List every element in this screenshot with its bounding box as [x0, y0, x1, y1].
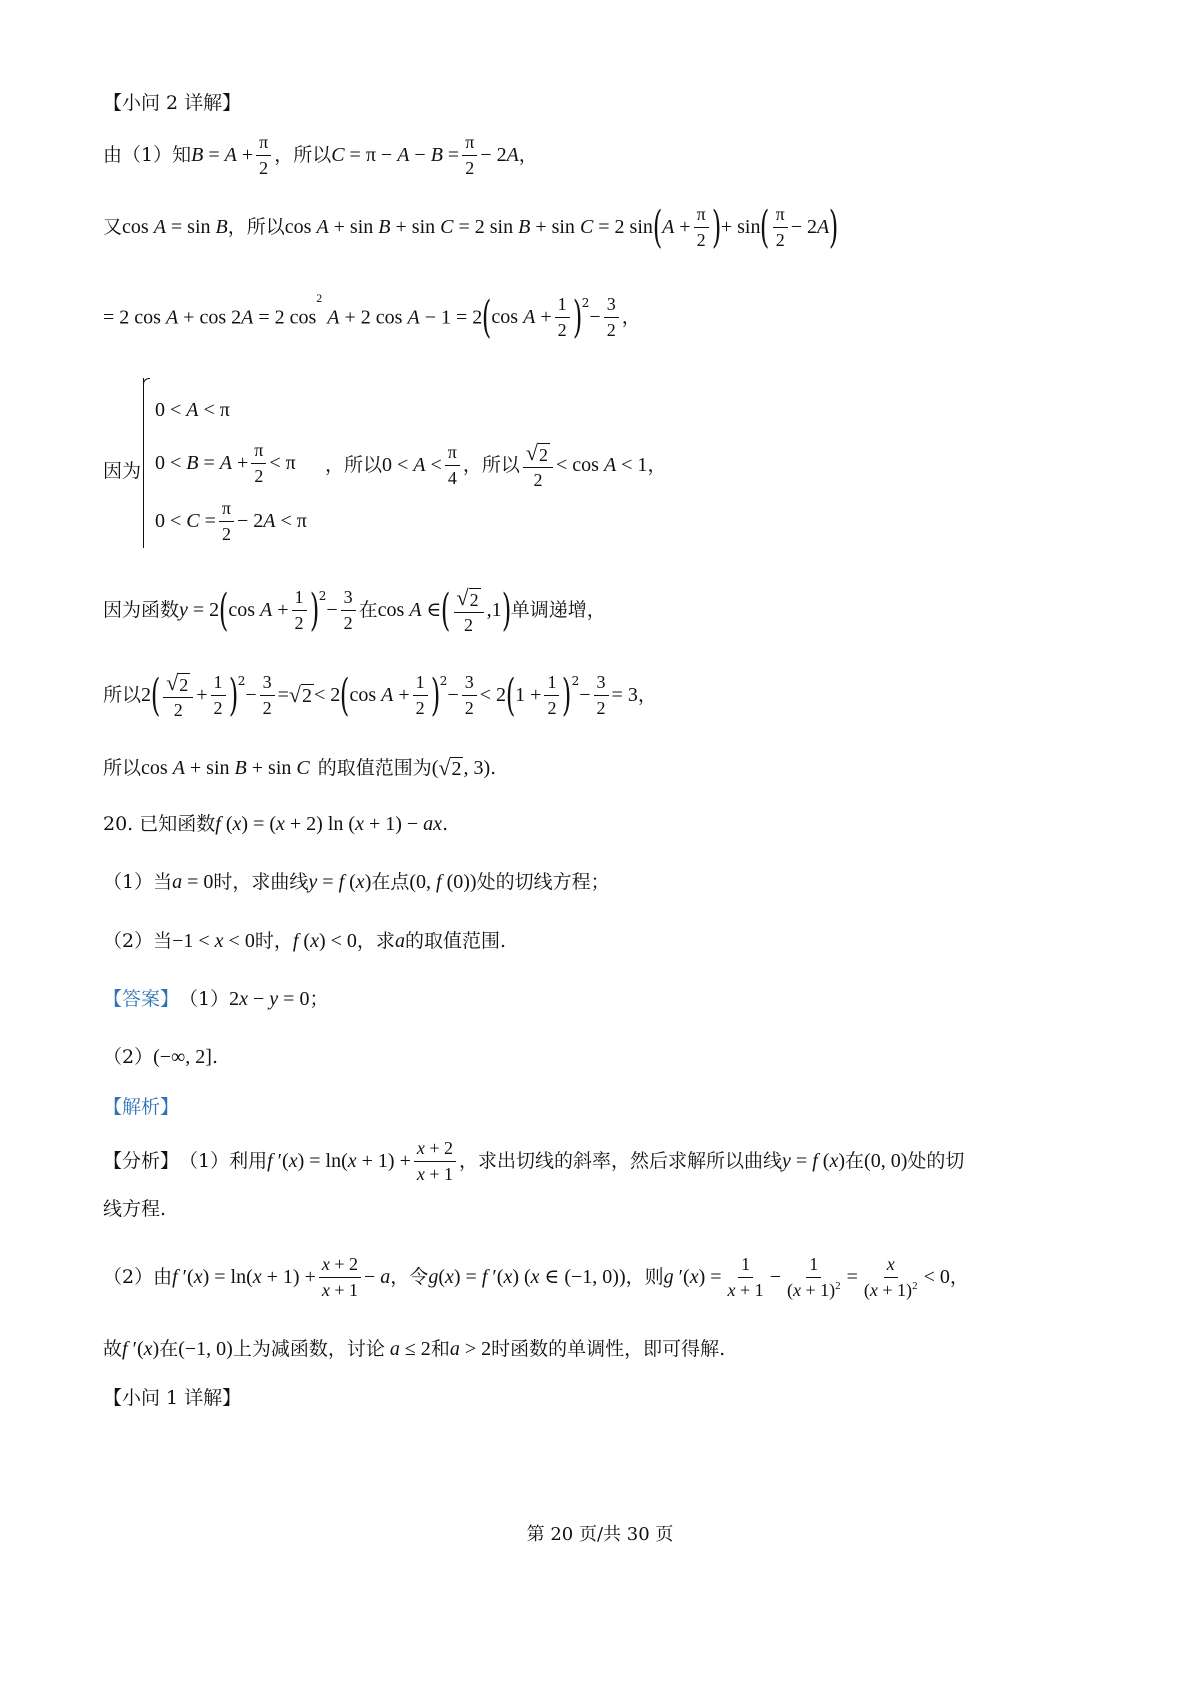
inequality-system: 因为 0 < A < π 0 < B = A + $\frac{\pi}{2}$ < π 0 < C = $\frac{\pi}{2}$ − 2A < π ，所以 0 < A < $\frac{\pi}{4}$ ，所以 √ 2 2 < cos A < 1 ， [103, 378, 803, 548]
solution-line-2: 又 cos A = sin B ，所以 cos A + sin B + sin C = 2 sin B + sin C = 2 sin ( A + $\frac{\pi}{2}$ ) + sin ( $\frac{\pi}{2}$ − 2A ) [103, 201, 839, 253]
solution-line-5: 因为函数 y = 2 ( cos A + $\frac{1}{2}$ ) 2 − $\frac{3}{2}$ 在 cos A ∈ ( √ 2 2 ,1 ) 单调递增， [103, 584, 606, 636]
analysis-line-1: 【分析】 （1）利用 f ′(x) = ln(x + 1) + $\frac{x + 2}{x + 1}$ ，求出切线的斜率，然后求解所以曲线 y = f (x) 在 (0, 0) 处的切 [103, 1138, 965, 1184]
system-conclusion: ，所以 0 < A < $\frac{\pi}{4}$ ，所以 √ 2 2 < cos A < 1 ， [325, 440, 667, 491]
problem-20-part-2: （2）当 −1 < x < 0 时， f (x) < 0 ，求 a 的取值范围. [103, 929, 506, 952]
system-row-2: 0 < B = A + $\frac{\pi}{2}$ < π [155, 440, 296, 486]
problem-20-stem: 20. 已知函数 f (x) = (x + 2) ln (x + 1) − ax . [103, 812, 449, 835]
analysis-line-2: 线方程. [103, 1198, 167, 1220]
answer-tag: 【答案】 [103, 987, 180, 1010]
section-q1-heading: 【小问 1 详解】 [103, 1387, 242, 1409]
problem-20-part-1: （1）当 a = 0 时，求曲线 y = f (x) 在点 (0, f (0)) 处的切线方程； [103, 870, 610, 893]
analysis-line-4: 故 f ′(x) 在 (−1, 0) 上为减函数，讨论 a ≤ 2 和 a > 2 时函数的单调性，即可得解. [103, 1337, 726, 1360]
page-footer: 第 20 页/共 30 页 [526, 1524, 674, 1545]
solution-line-6: 所以 2 ( √ 2 2 + $\frac{1}{2}$ ) 2 − $\frac{3}{2}$ = √ 2 < 2 ( cos A + $\frac{1}{2}$ ) 2 − $\frac{3}{2}$ < 2 ( 1 + $\frac{1}{2}$ ) 2 − $\frac{3}{2}$ = 3 ， [103, 669, 657, 721]
system-row-1: 0 < A < π [155, 399, 230, 421]
analysis-tag: 【解析】 [103, 1096, 180, 1118]
solution-line-3: = 2 cos A + cos 2A = 2 $\cos^2 A + 2$ cos A − 1 = 2 ( cos A + $\frac{1}{2}$ ) 2 − $\frac{3}{2}$ ， [103, 291, 641, 343]
section-q2-heading: 【小问 2 详解】 [103, 92, 242, 114]
solution-line-1: 由（1）知 B = A + $\frac{\pi}{2}$ ，所以 C = π − A − B = $\frac{\pi}{2}$ − 2A ， [103, 132, 538, 178]
brace [143, 378, 154, 548]
answer-line-2: （2） (−∞, 2] . [103, 1045, 218, 1068]
answer-line-1: 【答案】 （1） 2x − y = 0 ； [103, 987, 329, 1010]
system-row-3: 0 < C = $\frac{\pi}{2}$ − 2A < π [155, 498, 307, 544]
solution-line-7: 所以 cos A + sin B + sin C 的取值范围为 ( √ 2 , 3) . [103, 755, 497, 780]
analysis-line-3: （2）由 f ′(x) = ln(x + 1) + $\frac{x + 2}{x + 1}$ − a ，令 g(x) = f ′(x) (x ∈ (−1, 0)) ，则 g ′(x) = $\frac{1}{x + 1}$ − $\frac{1}{(x + 1)^2}$ = $\frac{x}{(x + 1)^2}$ < 0 ， [103, 1254, 969, 1300]
